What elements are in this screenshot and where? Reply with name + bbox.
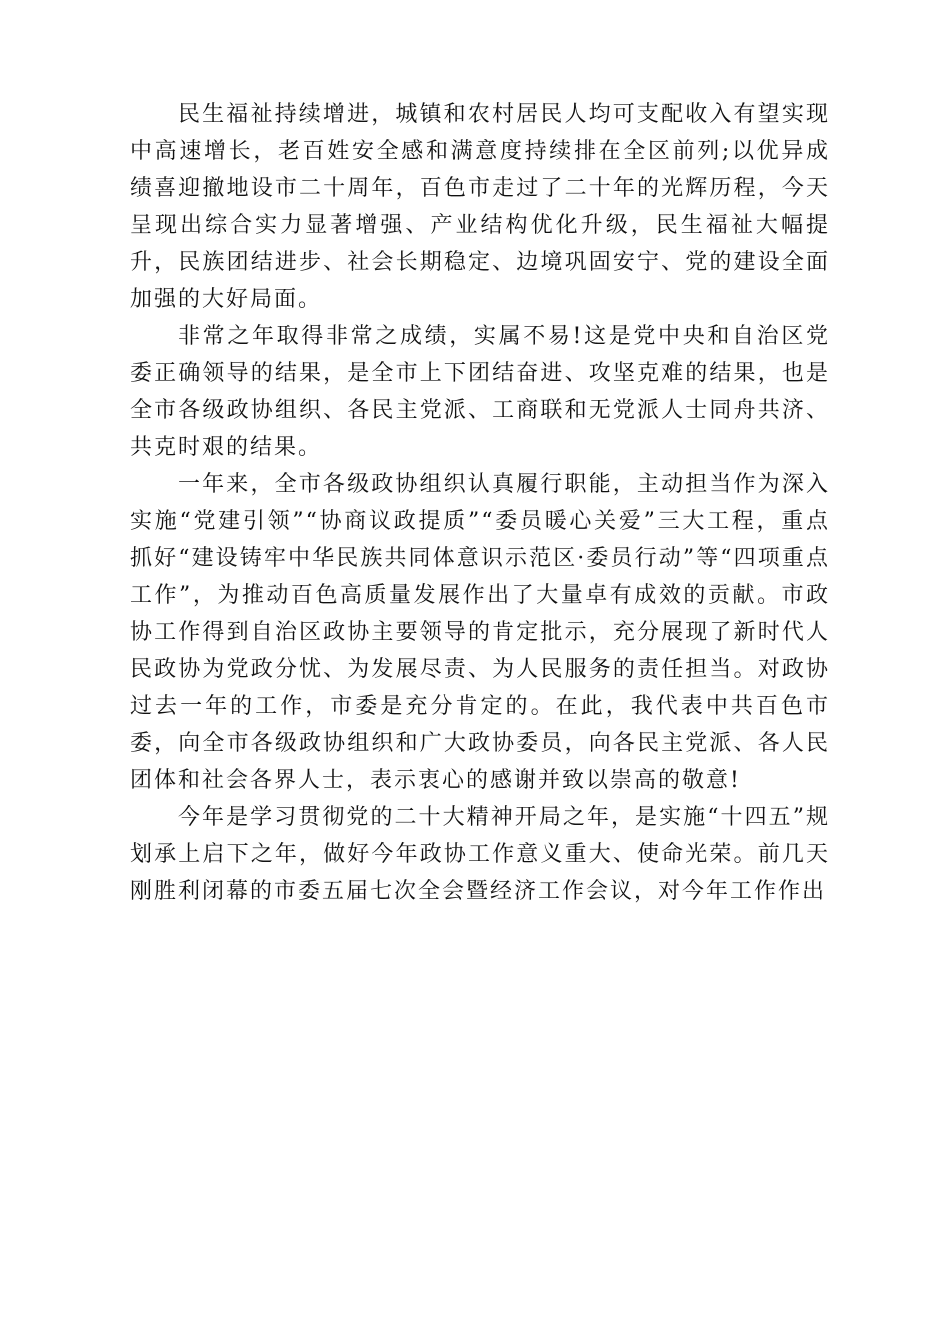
- document-body: [130, 96, 830, 910]
- paragraph-3: 一年来，全市各级政协组织认真履行职能，主动担当作为深入实施“党建引领”“协商议政提质”“委员暖心关爱”三大工程，重点抓好“建设铸牢中华民族共同体意识示范区·委员行动”等“四项重点工作”，为推动百色高质量发展作出了大量卓有成效的贡献。市政协工作得到自治区政协主要领导的肯定批示，充分展现了新时代人民政协为党政分忧、为发展尽责、为人民服务的责任担当。对政协过去一年的工作，市委是充分肯定的。在此，我代表中共百色市委，向全市各级政协组织和广大政协委员，向各民主党派、各人民团体和社会各界人士，表示衷心的感谢并致以崇高的敬意!: [130, 472, 830, 793]
- paragraph-1: 民生福祉持续增进，城镇和农村居民人均可支配收入有望实现中高速增长，老百姓安全感和满意度持续排在全区前列;以优异成绩喜迎撤地设市二十周年，百色市走过了二十年的光辉历程，今天呈现出综合实力显著增强、产业结构优化升级，民生福祉大幅提升，民族团结进步、社会长期稳定、边境巩固安宁、党的建设全面加强的大好局面。: [130, 102, 830, 312]
- paragraph-4: 今年是学习贯彻党的二十大精神开局之年，是实施“十四五”规划承上启下之年，做好今年政协工作意义重大、使命光荣。前几天刚胜利闭幕的市委五届七次全会暨经济工作会议，对今年工作作出: [130, 805, 830, 904]
- paragraph-2: 非常之年取得非常之成绩，实属不易!这是党中央和自治区党委正确领导的结果，是全市上下团结奋进、攻坚克难的结果，也是全市各级政协组织、各民主党派、工商联和无党派人士同舟共济、共克时艰的结果。: [130, 324, 830, 460]
